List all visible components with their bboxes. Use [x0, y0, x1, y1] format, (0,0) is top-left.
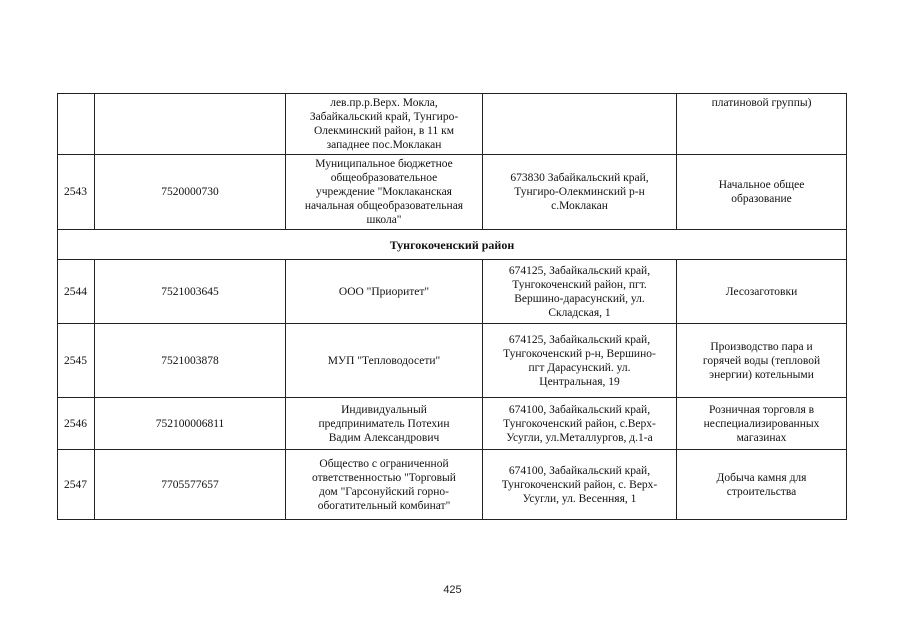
row-inn: 7705577657 [95, 450, 286, 520]
table-row [58, 260, 847, 324]
region-title: Тунгокоченский район [58, 230, 847, 260]
row-name: ООО "Приоритет" [286, 260, 483, 324]
registry-table-body [58, 94, 847, 520]
row-name: МУП "Тепловодосети" [286, 324, 483, 398]
page-number: 425 [443, 584, 462, 596]
row-name: Муниципальное бюджетное общеобразовательное учреждение "Моклаканская начальная общеобразовательная школа" [286, 155, 483, 230]
row-address: 674125, Забайкальский край, Тунгокоченский р-н, Вершино- пгт Дарасунский. ул. Центральная, 19 [483, 324, 677, 398]
row-inn: 7521003878 [95, 324, 286, 398]
row-inn [95, 94, 286, 155]
row-number: 2543 [58, 155, 95, 230]
row-number [58, 94, 95, 155]
row-inn: 7520000730 [95, 155, 286, 230]
row-name: Индивидуальный предприниматель Потехин Вадим Александрович [286, 398, 483, 450]
row-activity: Добыча камня для строительства [677, 450, 847, 520]
region-header-row [58, 230, 847, 260]
row-activity: Лесозаготовки [677, 260, 847, 324]
table-row-continued [58, 94, 847, 155]
table-row [58, 450, 847, 520]
row-activity: Производство пара и горячей воды (тепловой энергии) котельными [677, 324, 847, 398]
row-address [483, 94, 677, 155]
row-inn: 7521003645 [95, 260, 286, 324]
row-activity: Розничная торговля в неспециализированных магазинах [677, 398, 847, 450]
row-name: Общество с ограниченной ответственностью "Торговый дом "Гарсонуйский горно- обогатительный комбинат" [286, 450, 483, 520]
row-number: 2547 [58, 450, 95, 520]
registry-table [57, 93, 847, 520]
row-number: 2546 [58, 398, 95, 450]
row-address: 674125, Забайкальский край, Тунгокоченский район, пгт. Вершино-дарасунский, ул. Складская, 1 [483, 260, 677, 324]
table-row [58, 324, 847, 398]
table-row [58, 155, 847, 230]
row-address: 674100, Забайкальский край, Тунгокоченский район, с. Верх- Усугли, ул. Весенняя, 1 [483, 450, 677, 520]
row-number: 2545 [58, 324, 95, 398]
row-activity: платиновой группы) [677, 94, 847, 155]
row-address: 673830 Забайкальский край, Тунгиро-Олекминский р-н с.Моклакан [483, 155, 677, 230]
row-inn: 752100006811 [95, 398, 286, 450]
row-name: лев.пр.р.Верх. Мокла, Забайкальский край, Тунгиро- Олекминский район, в 11 км западнее пос.Моклакан [286, 94, 483, 155]
row-address: 674100, Забайкальский край, Тунгокоченский район, с.Верх- Усугли, ул.Металлургов, д.1-а [483, 398, 677, 450]
row-number: 2544 [58, 260, 95, 324]
table-row [58, 398, 847, 450]
row-activity: Начальное общее образование [677, 155, 847, 230]
